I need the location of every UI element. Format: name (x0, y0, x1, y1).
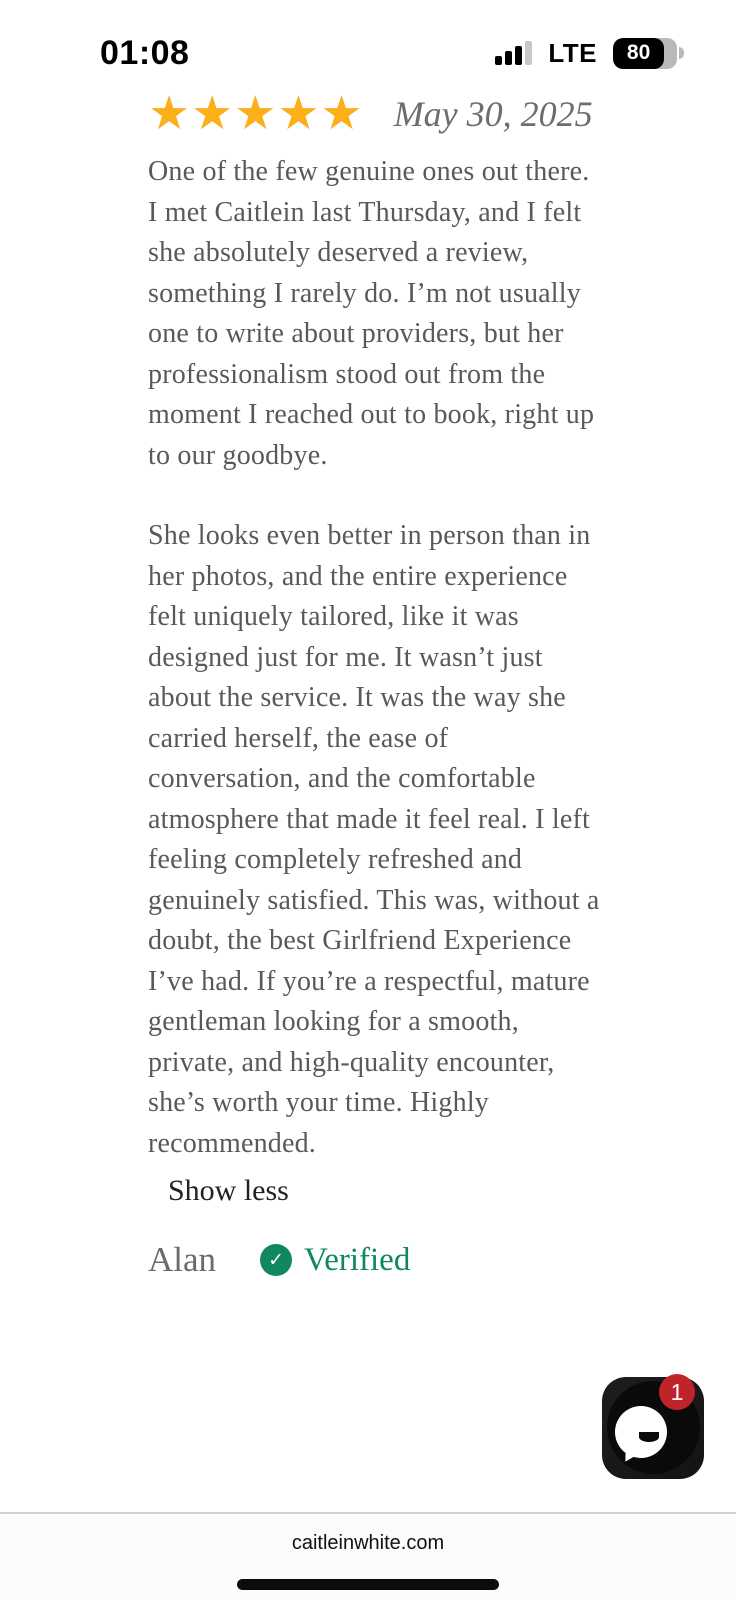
status-bar-right (495, 38, 684, 69)
five-star-rating-icon: ★★★★★ (148, 86, 364, 141)
chat-launcher-button[interactable] (602, 1377, 704, 1479)
verified-check-icon: ✓ (260, 1244, 292, 1276)
rating-row (148, 88, 600, 140)
review-paragraph-2: She looks even better in person than in her photos, and the entire experience felt uniquely tailored, like it was designed just for me. It wasn’t just about the service. It was the way she carried herself, the ease of conversation, and the comfortable atmosphere that made it feel real. I left feeling completely refreshed and genuinely satisfied. This was, without a doubt, the best Girlfriend Experience I’ve had. If you’re a respectful, mature gentleman looking for a smooth, private, and high-quality encounter, she’s worth your time. Highly recommended. (148, 520, 600, 1159)
browser-bottom-bar (0, 1512, 736, 1600)
clock: 01:08 (100, 33, 190, 72)
battery-percent-label: 80 (626, 41, 651, 64)
home-indicator[interactable] (237, 1579, 499, 1590)
address-bar[interactable]: caitleinwhite.com (291, 1532, 445, 1554)
network-type-label: LTE (548, 37, 597, 68)
signal-strength-icon (495, 41, 532, 65)
battery-icon (613, 38, 684, 69)
review-paragraph-1: One of the few genuine ones out there. I met Caitlein last Thursday, and I felt she absolutely deserved a review, something I rarely do. I’m not usually one to write about providers, but her professionalism stood out from the moment I reached out to book, right up to our goodbye. (148, 156, 595, 471)
status-bar (0, 0, 736, 92)
verified-badge (260, 1242, 410, 1279)
review-date: May 30, 2025 (393, 94, 593, 134)
show-less-link[interactable]: Show less (168, 1174, 289, 1207)
unread-count-badge: 1 (659, 1374, 695, 1410)
review-card (148, 88, 600, 1280)
reviewer-name: Alan (148, 1240, 217, 1279)
review-author-row (148, 1240, 600, 1280)
chat-bubble-icon (615, 1406, 667, 1458)
verified-label: Verified (304, 1241, 411, 1278)
